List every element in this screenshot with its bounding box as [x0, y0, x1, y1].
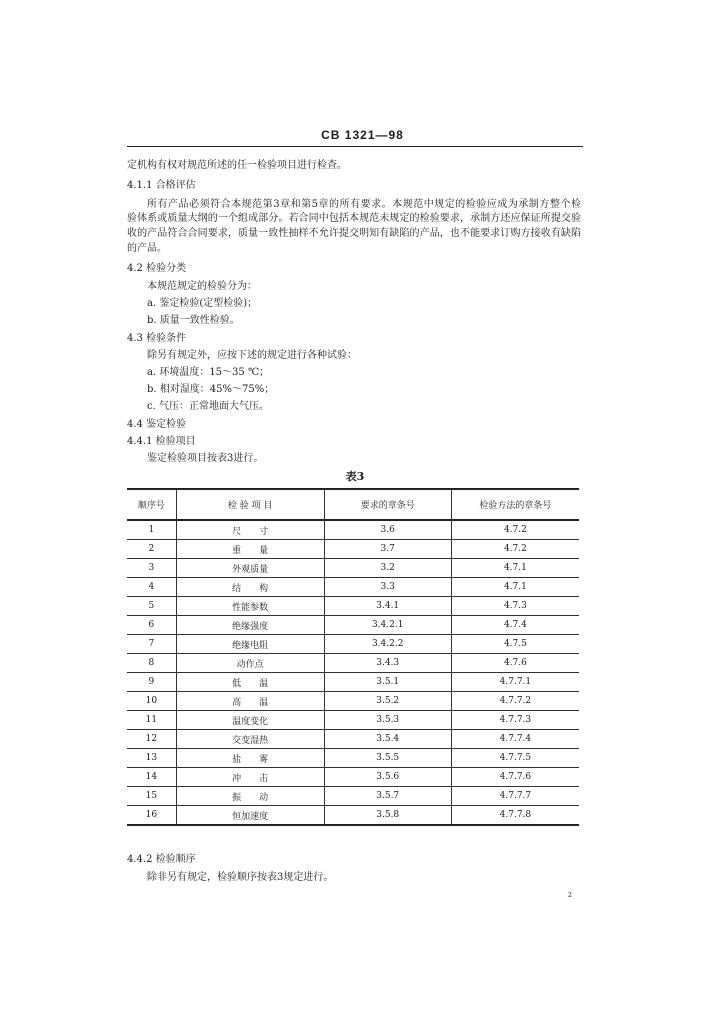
table-cell: 低 温	[176, 673, 324, 692]
list-item: b. 质量一致性检验。	[147, 315, 240, 326]
table-row	[127, 730, 579, 749]
table-cell: 4.7.3	[451, 597, 579, 616]
text-line: 本规范规定的检验分为：	[147, 281, 257, 292]
table-row	[127, 692, 579, 711]
table-row	[127, 635, 579, 654]
list-item: a. 鉴定检验(定型检验)；	[147, 298, 258, 309]
table-row	[127, 673, 579, 692]
table-cell: 4.7.7.1	[451, 673, 579, 692]
table-cell: 4.7.7.5	[451, 749, 579, 768]
table-row	[127, 787, 579, 806]
table-cell: 4	[127, 578, 176, 597]
table-cell: 3.5.7	[324, 787, 451, 806]
section-heading: 4.4 鉴定检验	[127, 419, 187, 430]
table-cell: 12	[127, 730, 176, 749]
table-cell: 3.3	[324, 578, 451, 597]
table-row	[127, 578, 579, 597]
table-row	[127, 711, 579, 730]
table-cell: 4.7.2	[451, 520, 579, 540]
inspection-table	[127, 488, 579, 826]
text-line: 定机构有权对规范所述的任一检验项目进行检查。	[127, 160, 347, 171]
text-line: 所有产品必须符合本规范第3章和第5章的所有要求。本规范中规定的检验应成为承制方整个检	[147, 199, 581, 210]
table-row	[127, 749, 579, 768]
section-heading: 4.4.1 检验项目	[127, 436, 196, 447]
table-cell: 3.2	[324, 559, 451, 578]
table-cell: 振 动	[176, 787, 324, 806]
table-cell: 盐 雾	[176, 749, 324, 768]
table-cell: 性能参数	[176, 597, 324, 616]
table-cell: 3	[127, 559, 176, 578]
table-cell: 10	[127, 692, 176, 711]
table-cell: 3.5.6	[324, 768, 451, 787]
table-cell: 1	[127, 520, 176, 540]
doc-header: CB 1321—98	[321, 128, 404, 142]
table-row	[127, 559, 579, 578]
section-heading: 4.1.1 合格评估	[127, 180, 196, 191]
section-heading: 4.3 检验条件	[127, 333, 187, 344]
table-cell: 16	[127, 806, 176, 826]
table-header-row	[127, 489, 579, 520]
table-row	[127, 768, 579, 787]
table-row	[127, 597, 579, 616]
table-cell: 5	[127, 597, 176, 616]
table-cell: 4.7.7.2	[451, 692, 579, 711]
table-cell: 冲 击	[176, 768, 324, 787]
table-cell: 4.7.6	[451, 654, 579, 673]
table-cell: 3.4.2.2	[324, 635, 451, 654]
table-cell: 4.7.4	[451, 616, 579, 635]
table-cell: 结 构	[176, 578, 324, 597]
table-cell: 绝缘电阻	[176, 635, 324, 654]
table-cell: 尺 寸	[176, 520, 324, 540]
text-line: 鉴定检验项目按表3进行。	[147, 453, 264, 464]
table-cell: 3.5.1	[324, 673, 451, 692]
list-item: a. 环境温度：15～35 ℃；	[147, 367, 270, 378]
text-line: 收的产品符合合同要求，质量一致性抽样不允许提交明知有缺陷的产品，也不能要求订购方接收有缺陷	[127, 228, 581, 239]
table-cell: 4.7.1	[451, 559, 579, 578]
table-cell: 3.5.3	[324, 711, 451, 730]
column-header: 要求的章条号	[324, 489, 451, 520]
table-cell: 7	[127, 635, 176, 654]
table-row	[127, 616, 579, 635]
table-cell: 3.4.2.1	[324, 616, 451, 635]
table-cell: 交变湿热	[176, 730, 324, 749]
table-cell: 3.5.8	[324, 806, 451, 826]
table-cell: 外观质量	[176, 559, 324, 578]
table-cell: 15	[127, 787, 176, 806]
table-cell: 4.7.7.3	[451, 711, 579, 730]
table-cell: 3.4.1	[324, 597, 451, 616]
table-cell: 3.5.5	[324, 749, 451, 768]
table-cell: 高 温	[176, 692, 324, 711]
table-cell: 11	[127, 711, 176, 730]
table-cell: 温度变化	[176, 711, 324, 730]
table-row	[127, 540, 579, 559]
table-cell: 9	[127, 673, 176, 692]
table-cell: 4.7.7.6	[451, 768, 579, 787]
table-row	[127, 520, 579, 540]
text-line: 验体系或质量大纲的一个组成部分。若合同中包括本规范未规定的检验要求，承制方还应保证所提交验	[127, 213, 581, 224]
table-row	[127, 654, 579, 673]
table-cell: 3.5.4	[324, 730, 451, 749]
page-number: 2	[568, 892, 572, 899]
text-line: 的产品。	[127, 243, 167, 254]
section-heading: 4.2 检验分类	[127, 263, 187, 274]
table-row	[127, 806, 579, 826]
table-cell: 重 量	[176, 540, 324, 559]
text-line: 除另有规定外，应按下述的规定进行各种试验：	[147, 350, 357, 361]
table-cell: 4.7.7.8	[451, 806, 579, 826]
table-cell: 恒加速度	[176, 806, 324, 826]
text-line: 除非另有规定，检验顺序按表3规定进行。	[147, 872, 334, 883]
header-rule	[127, 146, 583, 147]
table-cell: 动作点	[176, 654, 324, 673]
column-header: 检 验 项 目	[176, 489, 324, 520]
table-caption: 表3	[345, 470, 365, 483]
list-item: c. 气压：正常地面大气压。	[147, 401, 269, 412]
table-cell: 4.7.7.7	[451, 787, 579, 806]
table-cell: 13	[127, 749, 176, 768]
table-cell: 4.7.2	[451, 540, 579, 559]
table-cell: 2	[127, 540, 176, 559]
column-header: 检验方法的章条号	[451, 489, 579, 520]
table-cell: 4.7.1	[451, 578, 579, 597]
table-cell: 8	[127, 654, 176, 673]
list-item: b. 相对湿度：45%～75%；	[147, 384, 275, 395]
table-cell: 3.6	[324, 520, 451, 540]
table-cell: 14	[127, 768, 176, 787]
table-cell: 6	[127, 616, 176, 635]
section-heading: 4.4.2 检验顺序	[127, 854, 196, 865]
table-cell: 3.5.2	[324, 692, 451, 711]
table-cell: 3.7	[324, 540, 451, 559]
table-cell: 3.4.3	[324, 654, 451, 673]
table-cell: 4.7.5	[451, 635, 579, 654]
table-cell: 绝缘强度	[176, 616, 324, 635]
table-cell: 4.7.7.4	[451, 730, 579, 749]
column-header: 顺序号	[127, 489, 176, 520]
